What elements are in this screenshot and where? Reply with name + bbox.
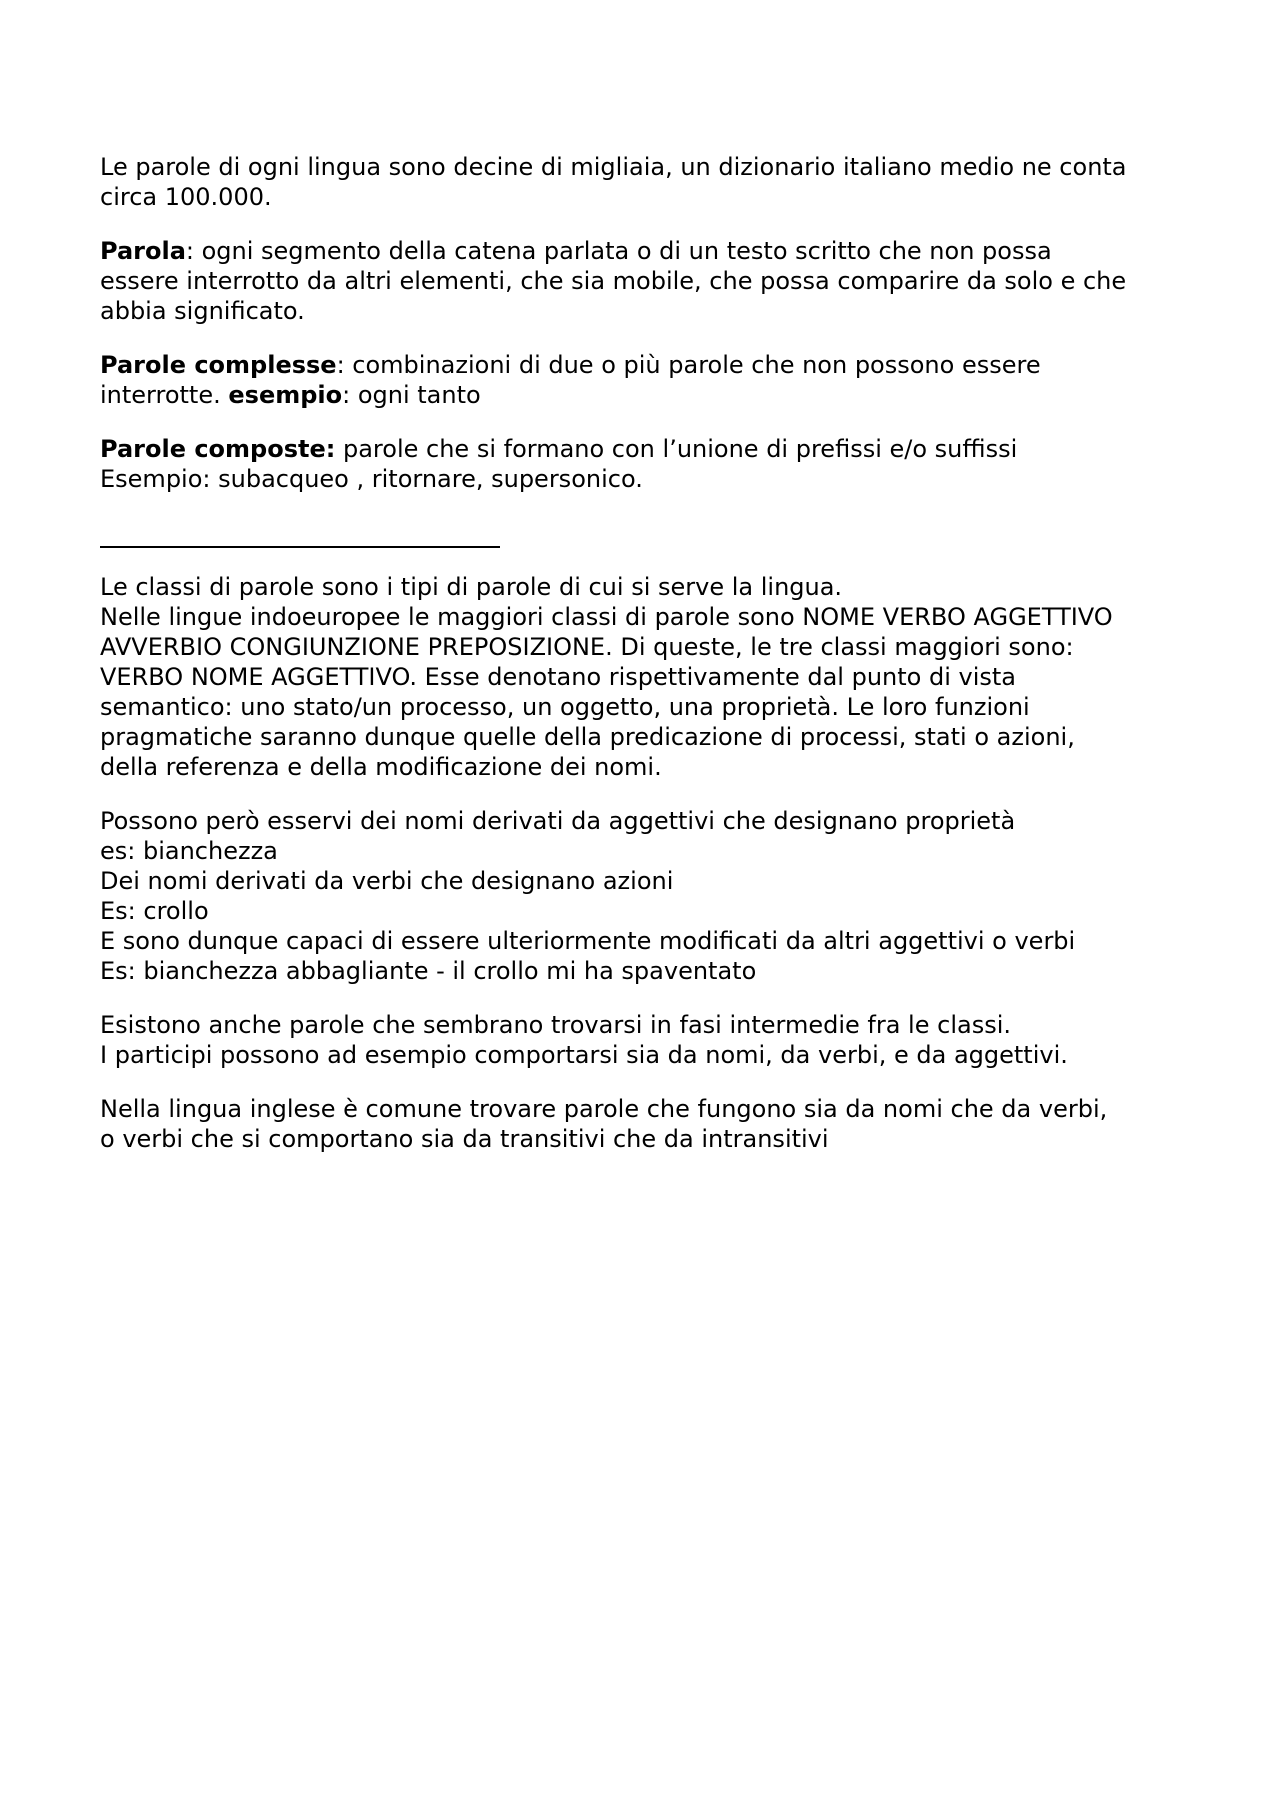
inglese-paragraph [100, 1094, 1200, 1154]
text-line: AVVERBIO CONGIUNZIONE PREPOSIZIONE. Di queste, le tre classi maggiori sono: [100, 633, 1074, 661]
parole-composte-definition [100, 434, 1200, 494]
intro-paragraph [100, 152, 1200, 212]
horizontal-divider [100, 546, 500, 548]
text-line: Le classi di parole sono i tipi di parole di cui si serve la lingua. [100, 573, 843, 601]
text-line: Es: bianchezza abbagliante - il crollo mi ha spaventato [100, 957, 757, 985]
text-line [100, 350, 1200, 380]
text-line: E sono dunque capaci di essere ulteriormente modificati da altri aggettivi o verbi [100, 927, 1076, 955]
text-line: essere interrotto da altri elementi, che sia mobile, che possa comparire da solo e che [100, 267, 1127, 295]
text-line: pragmatiche saranno dunque quelle della predicazione di processi, stati o azioni, [100, 723, 1075, 751]
text-line: Le parole di ogni lingua sono decine di migliaia, un dizionario italiano medio ne conta [100, 153, 1127, 181]
term-bold: Parola [100, 237, 186, 265]
term-bold: Parole complesse [100, 351, 337, 379]
text-run: interrotte. [100, 381, 229, 409]
text-line: della referenza e della modificazione dei nomi. [100, 753, 662, 781]
classi-paragraph [100, 572, 1200, 782]
text-line: abbia significato. [100, 297, 305, 325]
text-run: : ogni tanto [342, 381, 481, 409]
parola-definition [100, 236, 1200, 326]
text-line: Esempio: subacqueo , ritornare, supersonico. [100, 465, 643, 493]
text-line [100, 380, 1200, 410]
text-run: : combinazioni di due o più parole che non possono essere [336, 351, 1041, 379]
derivati-paragraph [100, 806, 1200, 986]
text-line: es: bianchezza [100, 837, 278, 865]
term-bold: Parole composte: [100, 435, 336, 463]
text-line: Nella lingua inglese è comune trovare parole che fungono sia da nomi che da verbi, [100, 1095, 1108, 1123]
intermedie-paragraph [100, 1010, 1200, 1070]
text-run: : ogni segmento della catena parlata o di un testo scritto che non possa [185, 237, 1052, 265]
text-line [100, 236, 1200, 266]
text-line: Dei nomi derivati da verbi che designano azioni [100, 867, 674, 895]
text-line: Possono però esservi dei nomi derivati da aggettivi che designano proprietà [100, 807, 1016, 835]
text-line: Esistono anche parole che sembrano trovarsi in fasi intermedie fra le classi. [100, 1011, 1011, 1039]
text-line: I participi possono ad esempio comportarsi sia da nomi, da verbi, e da aggettivi. [100, 1041, 1068, 1069]
term-bold: esempio [228, 381, 343, 409]
text-line: VERBO NOME AGGETTIVO. Esse denotano rispettivamente dal punto di vista [100, 663, 1017, 691]
text-line [100, 434, 1200, 464]
text-line: Nelle lingue indoeuropee le maggiori classi di parole sono NOME VERBO AGGETTIVO [100, 603, 1113, 631]
text-line: o verbi che si comportano sia da transitivi che da intransitivi [100, 1125, 829, 1153]
text-line: Es: crollo [100, 897, 209, 925]
text-run: parole che si formano con l’unione di prefissi e/o suffissi [335, 435, 1018, 463]
text-line: circa 100.000. [100, 183, 272, 211]
text-line: semantico: uno stato/un processo, un oggetto, una proprietà. Le loro funzioni [100, 693, 1030, 721]
parole-complesse-definition [100, 350, 1200, 410]
